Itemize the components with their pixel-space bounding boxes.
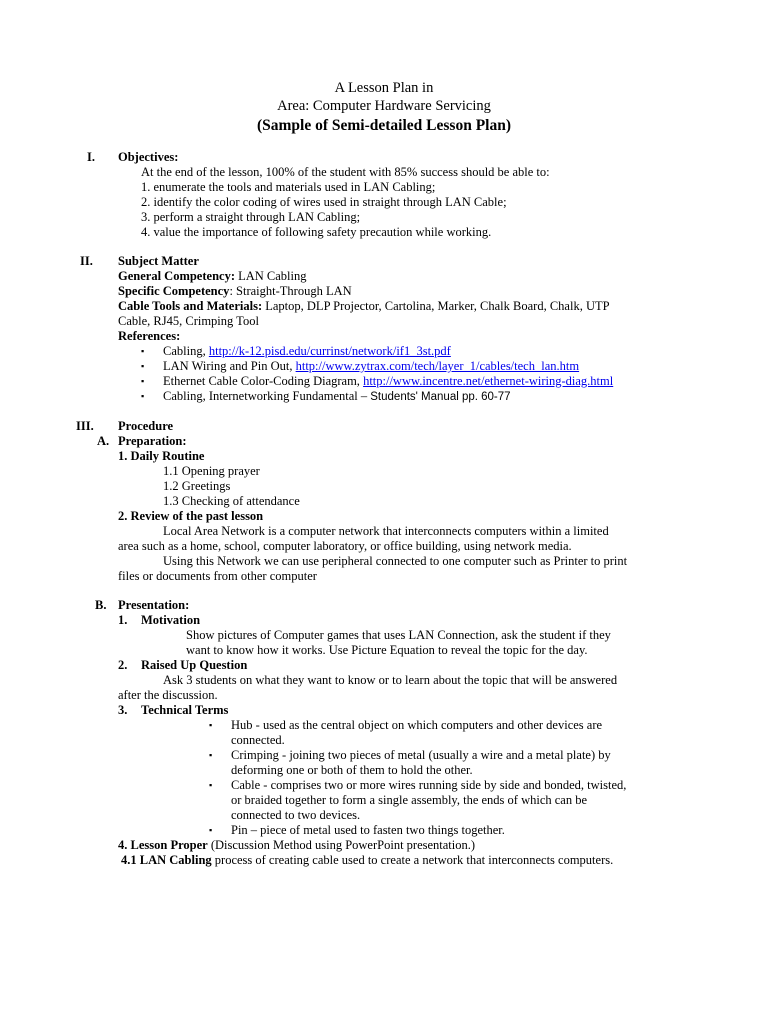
lan-cabling-label: 4.1 LAN Cabling [121, 853, 212, 867]
lesson-proper [118, 838, 475, 853]
question-title: Raised Up Question [141, 658, 248, 672]
objective-item: 4. value the importance of following safety precaution while working. [141, 225, 492, 239]
routine-item: 1.3 Checking of attendance [163, 494, 300, 508]
term-line: Cable - comprises two or more wires running side by side and bonded, twisted, [231, 778, 627, 792]
reference-item [163, 389, 511, 405]
general-competency [118, 269, 307, 284]
cable-tools [118, 299, 610, 314]
specific-competency-label: Specific Competency [118, 284, 230, 298]
general-competency-value: LAN Cabling [234, 269, 307, 283]
section-2-title: Subject Matter [118, 254, 199, 268]
term-line: Pin – piece of metal used to fasten two things together. [231, 823, 505, 837]
question-number: 2. [118, 658, 128, 672]
reference-link[interactable]: http://www.zytrax.com/tech/layer_1/cables/tech_lan.htm [295, 359, 580, 373]
objective-item: 3. perform a straight through LAN Cabling; [141, 210, 361, 224]
presentation-title: Presentation: [118, 598, 190, 612]
references-label: References: [118, 329, 181, 343]
specific-competency-value: : Straight-Through LAN [229, 284, 352, 298]
bullet-icon: ▪ [209, 780, 213, 790]
reference-link[interactable]: http://k-12.pisd.edu/currinst/network/if1_3st.pdf [208, 344, 451, 358]
review-line: Using this Network we can use peripheral connected to one computer such as Printer to print [163, 554, 628, 568]
term-line: Hub - used as the central object on which computers and other devices are [231, 718, 603, 732]
bullet-icon: ▪ [209, 720, 213, 730]
general-competency-label: General Competency: [118, 269, 235, 283]
lesson-proper-label: 4. Lesson Proper [118, 838, 208, 852]
bullet-icon: ▪ [209, 750, 213, 760]
preparation-title: Preparation: [118, 434, 187, 448]
review-title: 2. Review of the past lesson [118, 509, 264, 523]
reference-text: Cabling, Internetworking Fundamental – [163, 389, 371, 403]
review-line: area such as a home, school, computer laboratory, or office building, using network media. [118, 539, 572, 553]
bullet-icon: ▪ [141, 376, 145, 386]
document-title: (Sample of Semi-detailed Lesson Plan) [256, 117, 512, 134]
cable-tools-value: Laptop, DLP Projector, Cartolina, Marker, Chalk Board, Chalk, UTP [262, 299, 610, 313]
reference-item [163, 344, 451, 359]
bullet-icon: ▪ [141, 361, 145, 371]
header-line-2: Area: Computer Hardware Servicing [277, 98, 491, 114]
motivation-title: Motivation [141, 613, 201, 627]
term-line: connected to two devices. [231, 808, 361, 822]
reference-text: Cabling, [163, 344, 209, 358]
section-2-numeral: II. [80, 254, 93, 268]
cable-tools-continued: Cable, RJ45, Crimping Tool [118, 314, 259, 328]
reference-text: LAN Wiring and Pin Out, [163, 359, 296, 373]
routine-item: 1.2 Greetings [163, 479, 231, 493]
preparation-letter: A. [97, 434, 110, 448]
motivation-line: want to know how it works. Use Picture Equation to reveal the topic for the day. [186, 643, 588, 657]
section-1-numeral: I. [87, 150, 95, 164]
motivation-line: Show pictures of Computer games that uses LAN Connection, ask the student if they [186, 628, 611, 642]
reference-item [163, 374, 613, 389]
terms-title: Technical Terms [141, 703, 229, 717]
bullet-icon: ▪ [141, 391, 145, 401]
question-line: Ask 3 students on what they want to know or to learn about the topic that will be answered [163, 673, 618, 687]
objectives-intro: At the end of the lesson, 100% of the student with 85% success should be able to: [141, 165, 550, 179]
bullet-icon: ▪ [209, 825, 213, 835]
term-line: or braided together to form a single assembly, the ends of which can be [231, 793, 588, 807]
review-line: Local Area Network is a computer network that interconnects computers within a limited [163, 524, 609, 538]
bullet-icon: ▪ [141, 346, 145, 356]
term-line: connected. [231, 733, 285, 747]
reference-text: Ethernet Cable Color-Coding Diagram, [163, 374, 364, 388]
objective-item: 1. enumerate the tools and materials used in LAN Cabling; [141, 180, 436, 194]
reference-manual: Students' Manual pp. 60-77 [370, 391, 511, 403]
lan-cabling [121, 853, 613, 868]
specific-competency [118, 284, 352, 299]
term-line: Crimping - joining two pieces of metal (usually a wire and a metal plate) by [231, 748, 611, 762]
reference-link[interactable]: http://www.incentre.net/ethernet-wiring-diag.html [363, 374, 614, 388]
presentation-letter: B. [95, 598, 107, 612]
objective-item: 2. identify the color coding of wires used in straight through LAN Cable; [141, 195, 507, 209]
lan-cabling-value: process of creating cable used to create a network that interconnects computers. [211, 853, 614, 867]
motivation-number: 1. [118, 613, 128, 627]
terms-number: 3. [118, 703, 128, 717]
section-1-title: Objectives: [118, 150, 179, 164]
term-line: deforming one or both of them to hold the other. [231, 763, 473, 777]
cable-tools-label: Cable Tools and Materials: [118, 299, 263, 313]
routine-item: 1.1 Opening prayer [163, 464, 260, 478]
section-3-numeral: III. [76, 419, 94, 433]
daily-routine-title: 1. Daily Routine [118, 449, 205, 463]
review-line: files or documents from other computer [118, 569, 317, 583]
header-line-1: A Lesson Plan in [334, 80, 434, 96]
question-line: after the discussion. [118, 688, 218, 702]
section-3-title: Procedure [118, 419, 174, 433]
reference-item [163, 359, 579, 374]
lesson-proper-value: (Discussion Method using PowerPoint presentation.) [207, 838, 476, 852]
